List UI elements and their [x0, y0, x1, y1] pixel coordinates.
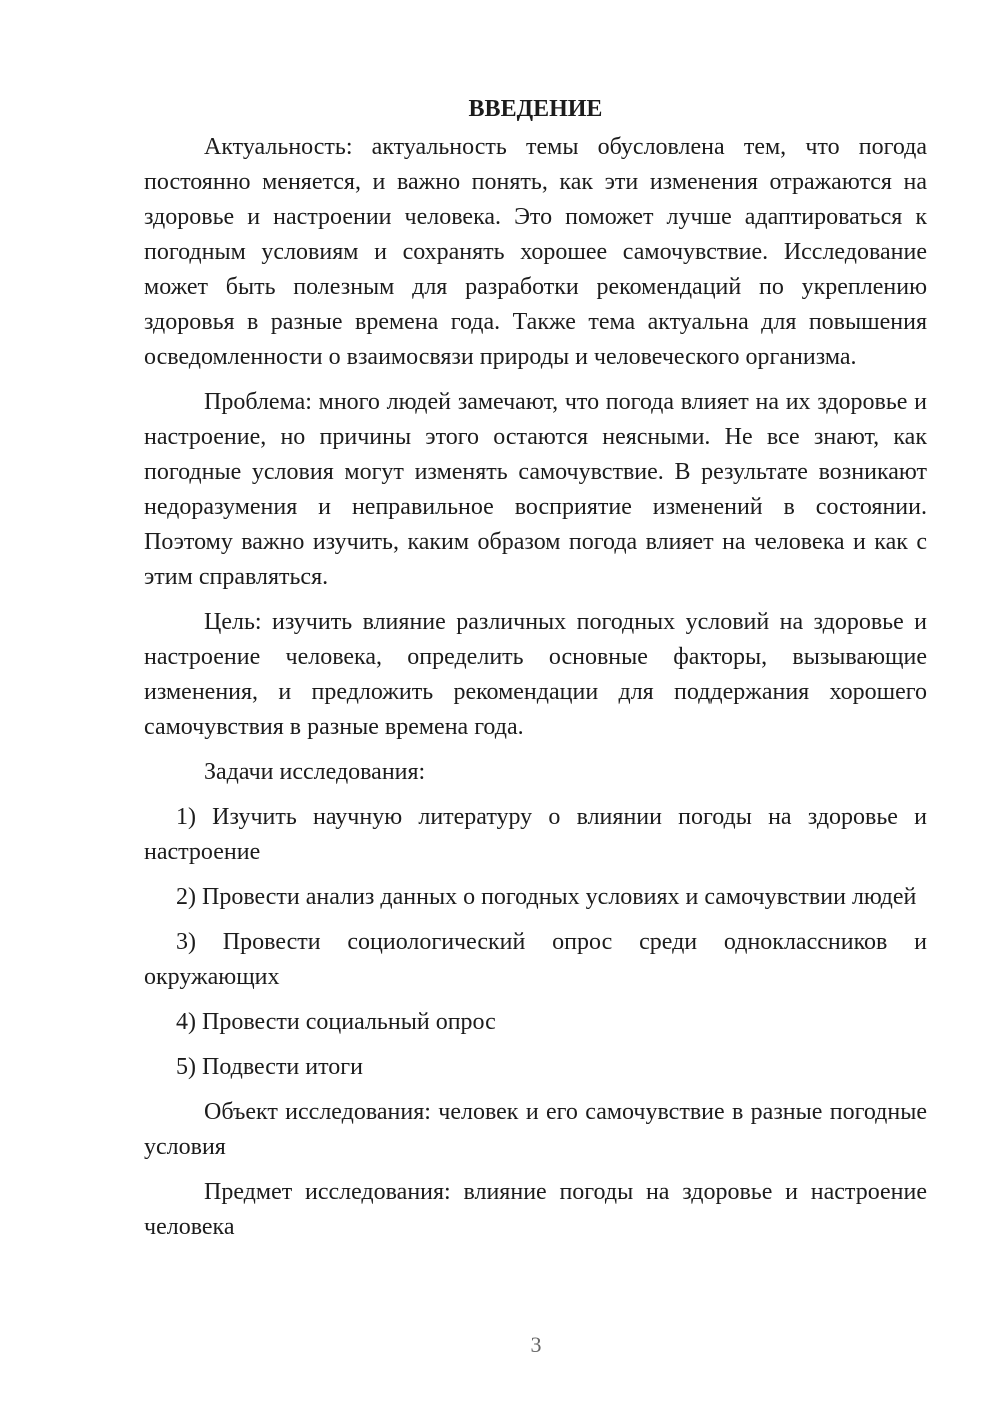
task-item-2: 2) Провести анализ данных о погодных условиях и самочувствии людей — [176, 884, 917, 910]
paragraph-relevance: Актуальность: актуальность темы обусловлена тем, что погода постоянно меняется, и важно понять, как эти изменения отражаются на здоровье и настроении человека. Это поможет лучше адаптироваться к погодным условиям и сохранять хорошее самочувствие. Исследование может быть полезным для разработки рекомендаций по укреплению здоровья в разные времена года. Также тема актуальна для повышения осведомленности о взаимосвязи природы и человеческого организма. — [144, 134, 927, 370]
page-content — [144, 92, 927, 1255]
paragraph-research-subject: Предмет исследования: влияние погоды на здоровье и настроение человека — [144, 1179, 927, 1240]
section-title: ВВЕДЕНИЕ — [468, 96, 603, 122]
paragraph-problem: Проблема: много людей замечают, что погода влияет на их здоровье и настроение, но причины этого остаются неясными. Не все знают, как погодные условия могут изменять самочувствие. В результате возникают недоразумения и неправильное восприятие изменений в состоянии. Поэтому важно изучить, каким образом погода влияет на человека и как с этим справляться. — [144, 389, 927, 590]
task-item-1: 1) Изучить научную литературу о влиянии погоды на здоровье и настроение — [144, 804, 927, 865]
paragraph-research-object: Объект исследования: человек и его самочувствие в разные погодные условия — [144, 1099, 927, 1160]
tasks-heading: Задачи исследования: — [204, 759, 426, 785]
task-item-3: 3) Провести социологический опрос среди одноклассников и окружающих — [144, 929, 927, 990]
task-item-4: 4) Провести социальный опрос — [176, 1009, 496, 1035]
paragraph-goal: Цель: изучить влияние различных погодных условий на здоровье и настроение человека, определить основные факторы, вызывающие изменения, и предложить рекомендации для поддержания хорошего самочувствия в разные времена года. — [144, 609, 927, 740]
page-number: 3 — [530, 1332, 542, 1357]
task-item-5: 5) Подвести итоги — [176, 1054, 363, 1080]
